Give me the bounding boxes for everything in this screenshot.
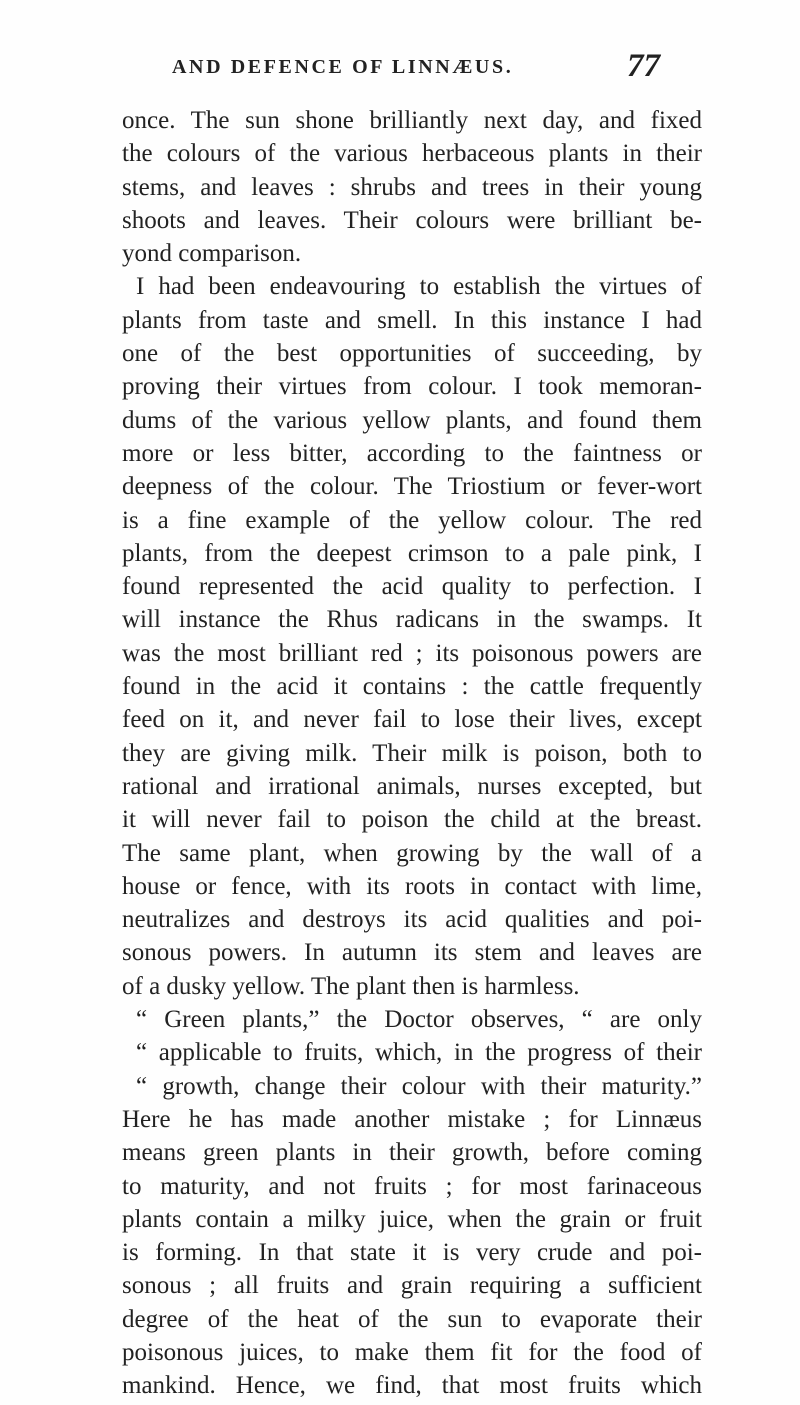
text-line: house or fence, with its roots in contact with lime, xyxy=(122,872,702,900)
text-line: plants contain a milky juice, when the grain or fruit xyxy=(122,1205,702,1233)
text-line: plants, from the deepest crimson to a pale pink, I xyxy=(122,539,702,567)
text-line: means green plants in their growth, before coming xyxy=(122,1139,702,1167)
text-line: The same plant, when growing by the wall of a xyxy=(122,839,702,867)
text-line: was the most brilliant red ; its poisonous powers are xyxy=(122,639,702,667)
text-line: of a dusky yellow. The plant then is harmless. xyxy=(122,972,580,1000)
text-line: poisonous juices, to make them fit for the food of xyxy=(122,1338,702,1366)
text-line: “ Green plants,” the Doctor observes, “ are only xyxy=(136,1006,702,1034)
text-line: neutralizes and destroys its acid qualities and poi- xyxy=(122,906,702,934)
text-line: it will never fail to poison the child at the breast. xyxy=(122,806,702,834)
text-line: is forming. In that state it is very crude and poi- xyxy=(122,1239,702,1267)
text-line: will instance the Rhus radicans in the swamps. It xyxy=(122,606,702,634)
text-line: found in the acid it contains : the cattle frequently xyxy=(122,673,702,701)
text-line: “ applicable to fruits, which, in the progress of their xyxy=(136,1039,702,1067)
text-line: mankind. Hence, we find, that most fruits which xyxy=(122,1372,702,1400)
running-title: AND DEFENCE OF LINNÆUS. xyxy=(172,56,514,78)
text-line: shoots and leaves. Their colours were brilliant be- xyxy=(122,206,702,234)
text-line: deepness of the colour. The Triostium or fever-wort xyxy=(122,473,702,501)
text-line: feed on it, and never fail to lose their lives, except xyxy=(122,706,702,734)
text-line: once. The sun shone brilliantly next day, and fixed xyxy=(122,107,702,134)
text-line: I had been endeavouring to establish the virtues of xyxy=(136,273,702,301)
running-header xyxy=(0,48,800,92)
page-number: 77 xyxy=(627,48,660,84)
text-line: they are giving milk. Their milk is poison, both to xyxy=(122,739,702,767)
text-line: “ growth, change their colour with their maturity.” xyxy=(136,1072,702,1100)
text-line: stems, and leaves : shrubs and trees in their young xyxy=(122,173,702,201)
text-line: rational and irrational animals, nurses excepted, but xyxy=(122,772,702,800)
text-line: sonous ; all fruits and grain requiring a sufficient xyxy=(122,1272,702,1300)
text-line: the colours of the various herbaceous plants in their xyxy=(122,140,702,168)
text-line: found represented the acid quality to perfection. I xyxy=(122,573,702,601)
text-line: plants from taste and smell. In this instance I had xyxy=(122,306,702,334)
body-text xyxy=(122,104,702,1403)
text-line: sonous powers. In autumn its stem and leaves are xyxy=(122,939,702,967)
text-line: more or less bitter, according to the faintness or xyxy=(122,439,702,467)
text-line: to maturity, and not fruits ; for most farinaceous xyxy=(122,1172,702,1200)
text-line: Here he has made another mistake ; for Linnæus xyxy=(122,1105,702,1133)
text-line: is a fine example of the yellow colour. The red xyxy=(122,506,702,534)
text-line: one of the best opportunities of succeeding, by xyxy=(122,340,702,368)
text-line: proving their virtues from colour. I took memoran- xyxy=(122,373,702,401)
text-line: dums of the various yellow plants, and found them xyxy=(122,406,702,434)
text-line: yond comparison. xyxy=(122,240,302,268)
text-line: degree of the heat of the sun to evaporate their xyxy=(122,1305,702,1333)
